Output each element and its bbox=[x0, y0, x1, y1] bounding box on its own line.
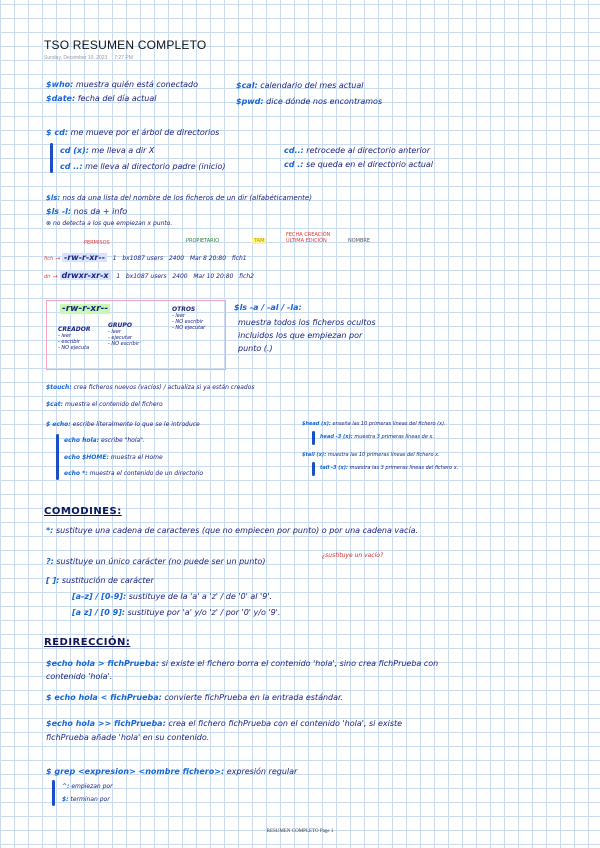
date-text-hw: fecha del día actual bbox=[77, 94, 157, 103]
redireccion-heading: REDIRECCIÓN: bbox=[44, 637, 131, 648]
row1-perm: -rw-r-xr-- bbox=[64, 253, 106, 262]
ls-text: nos da una lista del nombre de los ficheros de un dir (alfabéticamente) bbox=[62, 194, 312, 202]
tail-text: muestra las 10 primeras líneas del fichero x. bbox=[327, 452, 440, 458]
date-line bbox=[46, 94, 156, 103]
grep-item2 bbox=[62, 796, 110, 803]
grep-i1-text: empiezan por bbox=[71, 783, 113, 790]
comodin-br2 bbox=[72, 608, 280, 617]
echo-cmd: $ echo: bbox=[46, 421, 71, 428]
tail3-line bbox=[320, 465, 458, 471]
others-item-1: - leer bbox=[172, 313, 185, 319]
pwd-text: dice dónde nos encontramos bbox=[266, 97, 383, 106]
echo-ex3-cmd: echo *: bbox=[64, 470, 88, 477]
label-nombre: NOMBRE bbox=[348, 238, 371, 244]
row2-kind: dir bbox=[44, 274, 51, 280]
cd-item1-cmd: cd (x): bbox=[60, 146, 89, 155]
r3-cmd: $echo hola >> fichPrueba: bbox=[46, 719, 166, 728]
tail-cmd: $tail (x): bbox=[302, 452, 327, 458]
ls-row1: fich → -rw-r-xr-- 1 bx1087 users 2400 Mar 8 20:80 fich1 bbox=[44, 253, 247, 262]
owner-item-3: - NO ejecuta bbox=[58, 345, 90, 351]
ls-l-cmd: $ls -l: bbox=[46, 207, 72, 216]
cd-item1-text: me lleva a dir X bbox=[91, 146, 155, 155]
page-title: TSO RESUMEN COMPLETO bbox=[44, 38, 207, 52]
echo-line bbox=[46, 421, 200, 428]
tail-line bbox=[302, 452, 440, 458]
grep-i1-sym: ^: bbox=[62, 783, 70, 790]
comodin-star bbox=[46, 525, 426, 537]
ls-l-line bbox=[46, 207, 127, 216]
cd-item2 bbox=[60, 162, 226, 171]
label-size: TAM bbox=[254, 238, 265, 244]
r1-text: si existe el fichero borra el contenido 'hola', sino crea fichPrueba con contenido 'hola'. bbox=[46, 659, 439, 681]
cd-item1 bbox=[60, 146, 154, 155]
label-propietario: PROPIETARIO bbox=[186, 238, 220, 244]
ls-cmd: $ls: bbox=[46, 194, 61, 202]
ls-l-text: nos da + info bbox=[73, 207, 128, 216]
cal-cmd: $cal: bbox=[236, 81, 258, 90]
redir-1 bbox=[46, 657, 466, 683]
cd-item3-cmd: cd..: bbox=[284, 146, 304, 155]
page-footer: RESUMEN COMPLETO Page 1 bbox=[266, 829, 334, 834]
head3-line bbox=[320, 434, 434, 440]
date-text: Sunday, December 10, 2023 bbox=[44, 55, 108, 61]
star-sym: *: bbox=[46, 526, 54, 535]
br-sym: [ ]: bbox=[46, 576, 60, 585]
ls-note bbox=[46, 220, 172, 227]
cd-item2-text: me lleva al directorio padre (inicio) bbox=[85, 162, 226, 171]
echo-bar bbox=[56, 434, 59, 480]
tail3-text: muestra las 3 primeras líneas del fichero x. bbox=[349, 465, 459, 471]
row2-perm: drwxr-xr-x bbox=[61, 271, 109, 280]
pwd-line bbox=[236, 97, 382, 106]
tail3-cmd: tail -3 (x): bbox=[320, 465, 349, 471]
r1-cmd: $echo hola > fichPrueba: bbox=[46, 659, 160, 668]
grep-i2-sym: $: bbox=[62, 796, 69, 803]
perm-group bbox=[108, 322, 139, 347]
echo-ex1-cmd: echo hola: bbox=[64, 437, 100, 444]
row2-size: 2400 bbox=[172, 273, 188, 280]
grep-text: expresión regular bbox=[226, 767, 298, 776]
echo-ex2-text: muestra el Home bbox=[110, 454, 163, 461]
echo-ex1 bbox=[64, 437, 145, 444]
group-item-3: - NO escribir bbox=[108, 341, 140, 347]
time-text: 7:27 PM bbox=[114, 55, 133, 61]
head-bar bbox=[312, 431, 315, 445]
owner-item-2: - escribir bbox=[58, 339, 80, 345]
cd-line bbox=[46, 128, 219, 137]
cal-text: calendario del mes actual bbox=[260, 81, 364, 90]
q-text: sustituye un único carácter (no puede ser un punto) bbox=[56, 557, 266, 566]
r3-text: crea el fichero fichPrueba con el contenido 'hola', si existe fichPrueba añade 'hola' en su contenido. bbox=[46, 719, 403, 742]
row2-date: Mar 10 20:80 bbox=[193, 273, 234, 280]
perm-owner bbox=[58, 326, 90, 351]
r2-text: convierte fichPrueba en la entrada estándar. bbox=[164, 693, 344, 702]
q-sym: ?: bbox=[46, 557, 54, 566]
cat-text: muestra el contenido del fichero bbox=[64, 401, 163, 408]
cd-bar bbox=[50, 143, 53, 173]
ls-row2: dir → drwxr-xr-x 1 bx1087 users 2400 Mar 10 20:80 fich2 bbox=[44, 271, 254, 280]
tail-bar bbox=[312, 462, 315, 476]
grep-cmd: $ grep <expresion> <nombre fichero>: bbox=[46, 767, 225, 776]
echo-text: escribe literalmente lo que se le introduce bbox=[72, 421, 200, 428]
owner-item-1: - leer bbox=[58, 333, 71, 339]
cd-text: me mueve por el árbol de directorios bbox=[70, 128, 220, 137]
perm-example bbox=[60, 304, 110, 314]
echo-ex2 bbox=[64, 454, 163, 461]
perm-example-text: -rw-r-xr-- bbox=[62, 304, 109, 314]
row2-links: 1 bbox=[116, 273, 121, 280]
row1-name: fich1 bbox=[231, 255, 247, 262]
echo-ex1-text: escribe "hola". bbox=[100, 437, 145, 444]
br1-text: sustituye de la 'a' a 'z' / de '0' al '9'. bbox=[128, 592, 273, 601]
touch-cmd: $touch: bbox=[46, 384, 72, 391]
who-line bbox=[46, 80, 198, 89]
br2-cmd: [a z] / [0 9]: bbox=[72, 608, 126, 617]
grep-bar bbox=[52, 780, 55, 806]
comodin-brackets bbox=[46, 576, 154, 585]
row1-owner: bx1087 users bbox=[122, 255, 164, 262]
page-date bbox=[44, 55, 133, 61]
comodin-q bbox=[46, 557, 265, 566]
br-text: sustitución de carácter bbox=[61, 576, 154, 585]
r2-cmd: $ echo hola < fichPrueba: bbox=[46, 693, 162, 702]
group-item-1: - leer bbox=[108, 329, 121, 335]
head-text: enseña las 10 primeras líneas del fichero (x). bbox=[332, 421, 446, 427]
touch-text: crea ficheros nuevos (vacíos) / actualiza si ya están creados bbox=[73, 384, 255, 391]
date-cmd: $date: bbox=[46, 94, 76, 103]
row2-owner: bx1087 users bbox=[125, 273, 167, 280]
redir-2 bbox=[46, 693, 343, 702]
others-label: OTROS bbox=[172, 306, 196, 313]
comodin-br1 bbox=[72, 592, 272, 601]
cat-cmd: $cat: bbox=[46, 401, 64, 408]
row1-size: 2400 bbox=[168, 255, 185, 262]
row1-kind: fich bbox=[44, 256, 54, 262]
row1-date: Mar 8 20:80 bbox=[189, 255, 227, 262]
br2-text: sustituye por 'a' y/o 'z' / por '0' y/o '9'. bbox=[127, 608, 281, 617]
who-cmd: $who: bbox=[46, 80, 74, 89]
others-item-2: - NO escribir bbox=[172, 319, 204, 325]
head3-cmd: head -3 (x): bbox=[320, 434, 353, 440]
perm-others bbox=[172, 306, 205, 331]
grep-i2-text: terminan por bbox=[70, 796, 110, 803]
ls-la-cmd-text: $ls -a / -al / -la: bbox=[234, 303, 302, 312]
pwd-cmd: $pwd: bbox=[236, 97, 264, 106]
comodines-heading: COMODINES: bbox=[44, 506, 122, 517]
ls-la-text: muestra todos los ficheros ocultos incluidos los que empiezan por punto (.) bbox=[238, 318, 376, 353]
echo-ex2-cmd: echo $HOME: bbox=[64, 454, 109, 461]
ls-line bbox=[46, 194, 312, 202]
cd-cmd: $ cd: bbox=[46, 128, 69, 137]
row2-name: fich2 bbox=[239, 273, 254, 280]
ls-note-text: no detecta a los que empiezan x punto. bbox=[52, 220, 173, 227]
cd-item4-cmd: cd .: bbox=[284, 160, 304, 169]
row1-links: 1 bbox=[112, 255, 117, 262]
ls-la-cmd bbox=[234, 303, 302, 312]
note-icon: ⊗ bbox=[46, 220, 52, 227]
head3-text: muestra 3 primeras líneas de x. bbox=[354, 434, 435, 440]
cd-item4 bbox=[284, 160, 433, 169]
cd-item2-cmd: cd ..: bbox=[60, 162, 83, 171]
br1-cmd: [a-z] / [0-9]: bbox=[72, 592, 127, 601]
grep-item1 bbox=[62, 783, 113, 790]
group-label: GRUPO bbox=[108, 322, 132, 329]
head-line bbox=[302, 421, 446, 427]
label-fecha: FECHA CREACIÓN ÚLTIMA EDICIÓN bbox=[286, 232, 331, 244]
head-cmd: $head (x): bbox=[302, 421, 331, 427]
who-text: muestra quién está conectado bbox=[75, 80, 199, 89]
cal-line bbox=[236, 81, 363, 90]
cd-item3 bbox=[284, 146, 430, 155]
q-note: ¿sustituye un vacío? bbox=[322, 552, 384, 559]
echo-ex3-text: muestra el contenido de un directorio bbox=[89, 470, 204, 477]
grep-line bbox=[46, 767, 297, 776]
cat-line bbox=[46, 401, 163, 408]
label-permisos: PERMISOS bbox=[84, 240, 110, 246]
touch-line bbox=[46, 384, 255, 391]
owner-label: CREADOR bbox=[58, 326, 91, 333]
redir-3 bbox=[46, 717, 446, 745]
others-item-3: - NO ejecutar bbox=[172, 325, 206, 331]
cd-item4-text: se queda en el directorio actual bbox=[306, 160, 434, 169]
echo-ex3 bbox=[64, 470, 203, 477]
star-text: sustituye una cadena de caracteres (que no empiecen por punto) o por una cadena vacía. bbox=[55, 526, 419, 535]
group-item-2: - ejecutar bbox=[108, 335, 132, 341]
cd-item3-text: retrocede al directorio anterior bbox=[306, 146, 430, 155]
